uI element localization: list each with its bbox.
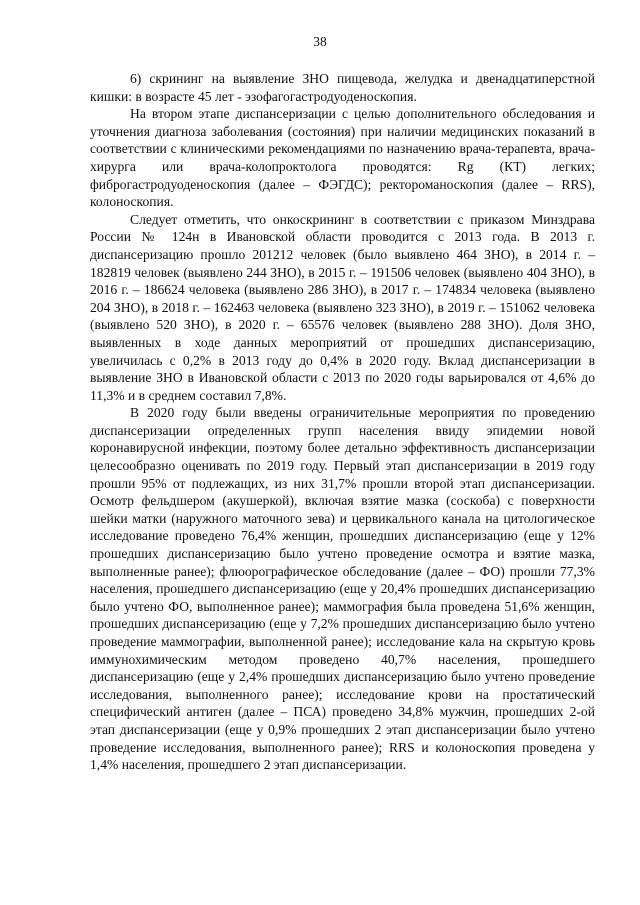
document-body [90, 70, 595, 774]
paragraph-2019-efficiency: В 2020 году были введены ограничительные мероприятия по проведению диспансеризации определенных групп населения ввиду эпидемии новой коронавирусной инфекции, поэтому более детально эффективность диспансеризации целесообразно оценивать по 2019 году. Первый этап диспансеризации в 2019 году прошли 95% от подлежащих, из них 31,7% прошли второй этап диспансеризации. Осмотр фельдшером (акушеркой), включая взятие мазка (соскоба) с поверхности шейки матки (наружного маточного зева) и цервикального канала на цитологическое исследование проведено 76,4% женщин, прошедших диспансеризацию (еще у 12% прошедших диспансеризацию было учтено проведение осмотра и взятие мазка, выполненные ранее); флюорографическое обследование (далее – ФО) прошли 77,3% населения, прошедшего диспансеризацию (еще у 20,4% прошедших диспансеризацию было учтено ФО, выполненное ранее); маммография была проведена 51,6% женщин, прошедших диспансеризацию (еще у 7,2% прошедших диспансеризацию было учтено проведение маммографии, выполненной ранее); исследование кала на скрытую кровь иммунохимическим методом проведено 40,7% населения, прошедшего диспансеризацию (еще у 2,4% прошедших диспансеризацию было учтено проведение исследования, выполненного ранее); исследование крови на простатический специфический антиген (далее – ПСА) проведено 34,8% мужчин, прошедших 2-ой этап диспансеризации (еще у 0,9% прошедших 2 этап диспансеризации было учтено проведение исследования, выполненного ранее); RRS и колоноскопия проведена у 1,4% населения, прошедшего 2 этап диспансеризации. [90, 405, 595, 773]
page-number: 38 [313, 34, 327, 49]
paragraph-oncoscreening-statistics: Следует отметить, что онкоскрининг в соответствии с приказом Минздрава России № 124н в Ивановской области проводится с 2013 года. В 2013 г. диспансеризацию прошло 201212 человек (было выявлено 464 ЗНО), в 2014 г. – 182819 человек (выявлено 244 ЗНО), в 2015 г. – 191506 человек (выявлено 404 ЗНО), в 2016 г. – 186624 человека (выявлено 286 ЗНО), в 2017 г. – 174834 человека (выявлено 204 ЗНО), в 2018 г. – 162463 человека (выявлено 323 ЗНО), в 2019 г. – 151062 человека (выявлено 520 ЗНО), в 2020 г. – 65576 человек (выявлено 288 ЗНО). Доля ЗНО, выявленных в ходе данных мероприятий от прошедших диспансеризацию, увеличилась с 0,2% в 2013 году до 0,4% в 2020 году. Вклад диспансеризации в выявление ЗНО в Ивановской области с 2013 по 2020 годы варьировался от 4,6% до 11,3% и в среднем составил 7,8%. [90, 211, 595, 403]
paragraph-second-stage: На втором этапе диспансеризации с целью дополнительного обследования и уточнения диагноза заболевания (состояния) при наличии медицинских показаний в соответствии с клиническими рекомендациями по назначению врача-терапевта, врача-хирурга или врача-колопроктолога проводятся: Rg (КТ) легких; фиброгастродуоденоскопия (далее – ФЭГДС); ректороманоскопия (далее – RRS), колоноскопия. [90, 106, 595, 210]
paragraph-screening-item-6: 6) скрининг на выявление ЗНО пищевода, желудка и двенадцатиперстной кишки: в возрасте 45 лет - эзофагогастродуоденоскопия. [90, 71, 595, 104]
